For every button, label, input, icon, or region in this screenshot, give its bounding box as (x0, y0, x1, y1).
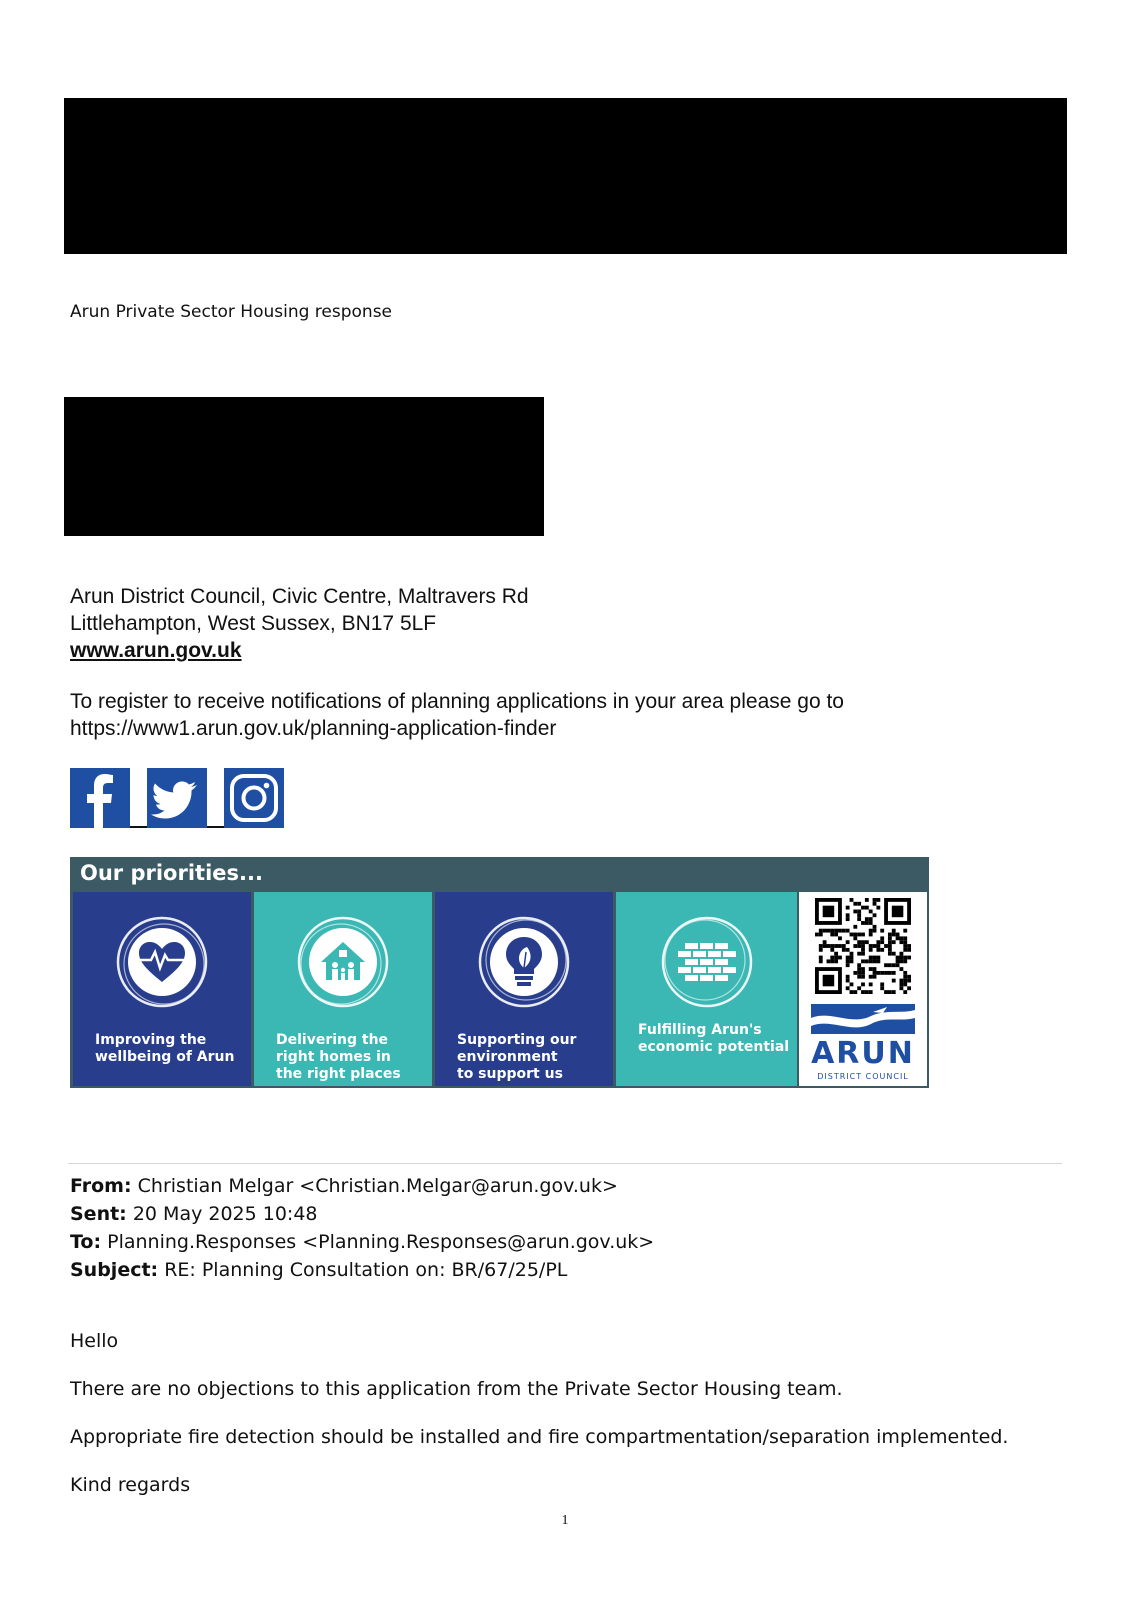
council-address (70, 583, 529, 664)
sent-value: 20 May 2025 10:48 (132, 1203, 318, 1225)
priority-tile-economy (616, 892, 797, 1086)
website-link[interactable]: www.arun.gov.uk (70, 639, 242, 662)
tile-label-line: environment (457, 1049, 558, 1065)
to-label: To: (70, 1231, 102, 1253)
priority-tile-environment (435, 892, 613, 1086)
tile-label-line: the right places (276, 1066, 401, 1082)
priority-tile-homes (254, 892, 432, 1086)
arun-logo-subtitle: DISTRICT COUNCIL (817, 1072, 909, 1081)
notice-line-1: To register to receive notifications of planning applications in your area please go to (70, 690, 844, 713)
subject-value: RE: Planning Consultation on: BR/67/25/PL (164, 1259, 568, 1281)
address-line-2: Littlehampton, West Sussex, BN17 5LF (70, 612, 437, 635)
sent-label: Sent: (70, 1203, 127, 1225)
home-family-icon (288, 910, 398, 1020)
email-to-row (70, 1228, 654, 1256)
instagram-icon[interactable] (224, 768, 284, 828)
tile-label-line: Improving the (95, 1032, 207, 1048)
arun-logo-word: ARUN (811, 1036, 915, 1071)
page-number: 1 (561, 1513, 569, 1528)
link-underscore (207, 824, 224, 828)
redacted-header-block (64, 98, 1067, 254)
registration-notice (70, 688, 844, 742)
twitter-icon[interactable] (147, 768, 207, 828)
banner-title: Our priorities... (80, 861, 263, 885)
tile-label-line: Fulfilling Arun's (638, 1022, 762, 1038)
qr-code-icon[interactable] (815, 898, 911, 994)
body-paragraph-2: Appropriate fire detection should be installed and fire compartmentation/separation implemented. (70, 1426, 1009, 1448)
email-sent-row (70, 1200, 654, 1228)
tile-label-line: Supporting our (457, 1032, 577, 1048)
lightbulb-icon (469, 910, 579, 1020)
heart-icon (107, 910, 217, 1020)
intro-title: Arun Private Sector Housing response (70, 302, 393, 322)
notice-link[interactable]: https://www1.arun.gov.uk/planning-application-finder (70, 717, 557, 740)
from-value: Christian Melgar <Christian.Melgar@arun.gov.uk> (137, 1175, 618, 1197)
tile-label-line: to support us (457, 1066, 563, 1082)
email-subject-row (70, 1256, 654, 1284)
tile-label-line: right homes in (276, 1049, 391, 1065)
email-from-row (70, 1172, 654, 1200)
qr-logo-panel (799, 892, 927, 1086)
body-paragraph-1: There are no objections to this application from the Private Sector Housing team. (70, 1378, 843, 1400)
email-header-divider (68, 1163, 1062, 1164)
from-label: From: (70, 1175, 132, 1197)
tile-label-line: Delivering the (276, 1032, 389, 1048)
subject-label: Subject: (70, 1259, 159, 1281)
greeting: Hello (70, 1330, 119, 1352)
arun-wave-logo-icon (811, 1004, 915, 1034)
link-underscore (130, 824, 147, 828)
closing: Kind regards (70, 1474, 191, 1496)
address-line-1: Arun District Council, Civic Centre, Maltravers Rd (70, 585, 529, 608)
social-links (70, 766, 284, 828)
redacted-signature-block (64, 397, 544, 536)
priorities-banner (70, 857, 929, 1088)
brick-wall-icon (652, 910, 762, 1020)
priority-tile-wellbeing (73, 892, 251, 1086)
tile-label-line: economic potential (638, 1039, 790, 1055)
facebook-icon[interactable] (70, 768, 130, 828)
to-value: Planning.Responses <Planning.Responses@arun.gov.uk> (107, 1231, 655, 1253)
email-header (70, 1172, 654, 1284)
tile-label-line: wellbeing of Arun (95, 1049, 235, 1065)
